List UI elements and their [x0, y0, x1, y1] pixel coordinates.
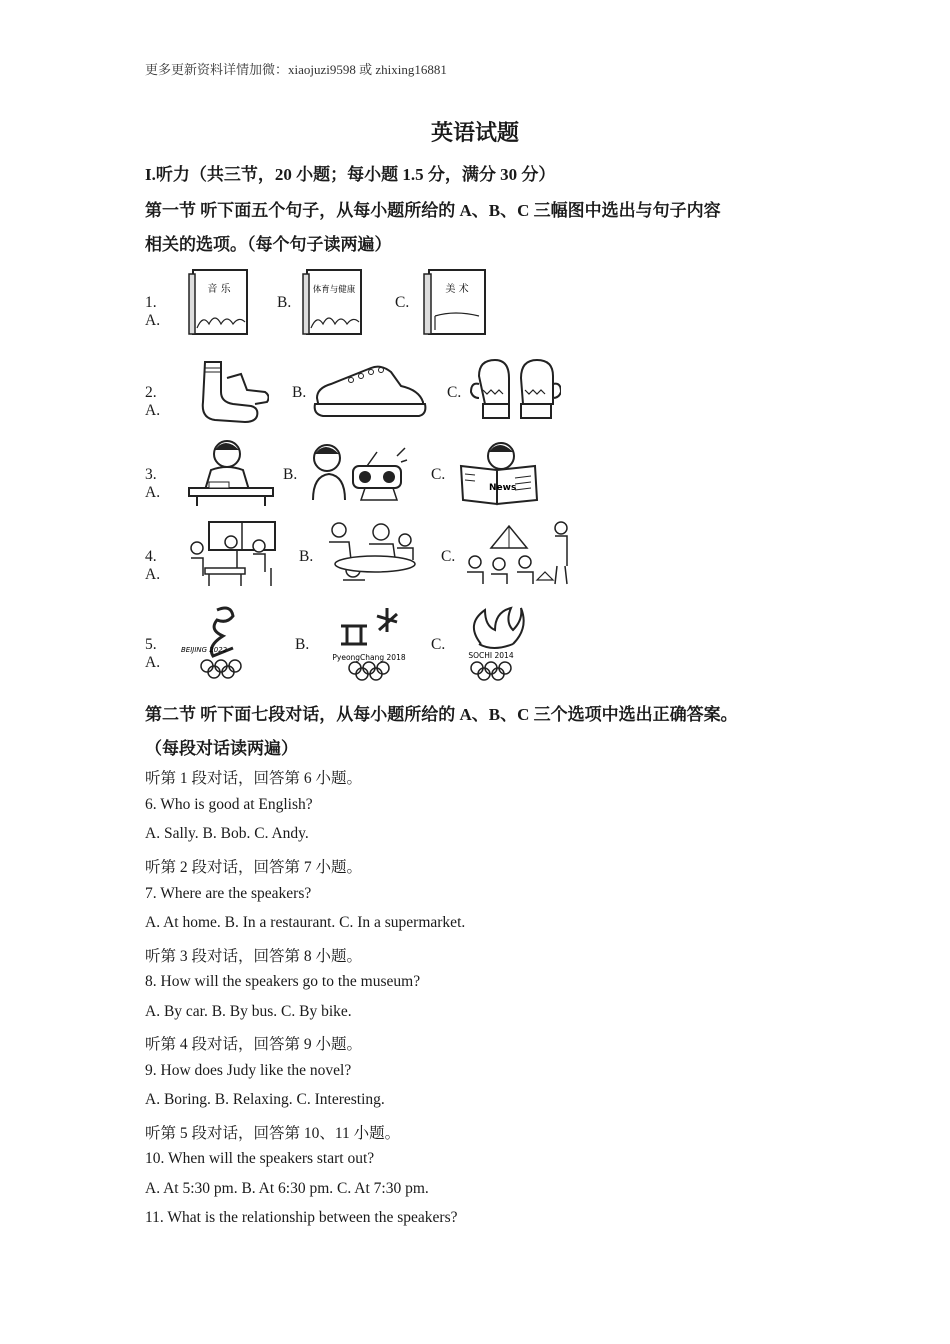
question-6-options: A. Sally. B. Bob. C. Andy. — [145, 825, 309, 842]
question-11: 11. What is the relationship between the speakers? — [145, 1209, 458, 1226]
dialogue-5-instruction: 听第 5 段对话，回答第 10、11 小题。 — [145, 1125, 401, 1142]
q5-option-a-label: 5. A. — [145, 636, 161, 671]
q1-book-c-text: 美 术 — [445, 284, 469, 295]
q1-music-book-image — [187, 266, 251, 338]
q1-art-book-image — [421, 266, 489, 338]
question-8-options: A. By car. B. By bus. C. By bike. — [145, 1003, 352, 1020]
q5-beijing-text: BEIJING 2022 — [181, 646, 228, 654]
question-9: 9. How does Judy like the novel? — [145, 1062, 352, 1079]
q1-book-b-text: 体育与健康 — [312, 285, 356, 295]
q2-socks-image — [183, 358, 269, 424]
question-10: 10. When will the speakers start out? — [145, 1150, 375, 1167]
q3-boy-writing-image — [183, 436, 279, 508]
q4-camping-image — [463, 518, 575, 588]
q1-option-b-label: B. — [277, 294, 292, 311]
q4-option-b-label: B. — [299, 548, 314, 565]
question-8: 8. How will the speakers go to the museum? — [145, 973, 421, 990]
q2-option-b-label: B. — [292, 384, 307, 401]
q4-family-table-image — [319, 518, 423, 588]
question-7-options: A. At home. B. In a restaurant. C. In a supermarket. — [145, 914, 466, 931]
question-6: 6. Who is good at English? — [145, 796, 313, 813]
section1-heading-line2: 相关的选项。（每个句子读两遍） — [145, 235, 392, 254]
q5-pyeongchang-2018-emblem-image — [319, 604, 419, 682]
q3-boy-radio-image — [307, 438, 411, 506]
q3-option-b-label: B. — [283, 466, 298, 483]
q4-option-a-label: 4. A. — [145, 548, 161, 583]
q5-pyeongchang-text: PyeongChang 2018 — [332, 653, 406, 662]
q1-pe-health-book-image — [301, 266, 365, 338]
dialogue-4-instruction: 听第 4 段对话，回答第 9 小题。 — [145, 1036, 363, 1053]
q5-option-c-label: C. — [431, 636, 446, 653]
question-7: 7. Where are the speakers? — [145, 885, 312, 902]
dialogue-1-instruction: 听第 1 段对话，回答第 6 小题。 — [145, 770, 363, 787]
section1-heading-line1: 第一节 听下面五个句子，从每小题所给的 A、B、C 三幅图中选出与句子内容 — [145, 201, 721, 220]
q1-option-a-label: 1. A. — [145, 294, 161, 329]
q4-option-c-label: C. — [441, 548, 456, 565]
q2-sneaker-image — [311, 358, 429, 424]
section2-heading-line1: 第二节 听下面七段对话，从每小题所给的 A、B、C 三个选项中选出正确答案。 — [145, 705, 738, 724]
q5-beijing-2022-emblem-image — [177, 604, 273, 682]
question-9-options: A. Boring. B. Relaxing. C. Interesting. — [145, 1091, 385, 1108]
q1-book-a-text: 音 乐 — [207, 284, 231, 295]
section2-heading-line2: （每段对话读两遍） — [145, 739, 298, 758]
q5-sochi-2014-emblem-image — [461, 604, 525, 682]
q1-option-c-label: C. — [395, 294, 410, 311]
q5-sochi-text: SOCHI 2014 — [468, 651, 514, 660]
q4-classroom-image — [179, 518, 283, 588]
dialogue-3-instruction: 听第 3 段对话，回答第 8 小题。 — [145, 948, 363, 965]
part1-heading: I.听力（共三节，20 小题；每小题 1.5 分，满分 30 分） — [145, 165, 556, 184]
q3-newspaper-text: News — [489, 483, 517, 493]
q5-option-b-label: B. — [295, 636, 310, 653]
question-10-options: A. At 5:30 pm. B. At 6:30 pm. C. At 7:30 pm. — [145, 1180, 429, 1197]
dialogue-2-instruction: 听第 2 段对话，回答第 7 小题。 — [145, 859, 363, 876]
q2-mittens-image — [469, 356, 561, 424]
q2-option-a-label: 2. A. — [145, 384, 161, 419]
q3-option-c-label: C. — [431, 466, 446, 483]
header-note: 更多更新资料详情加微：xiaojuzi9598 或 zhixing16881 — [145, 62, 447, 77]
q3-boy-newspaper-image — [457, 438, 541, 508]
page-title: 英语试题 — [430, 120, 519, 145]
q3-option-a-label: 3. A. — [145, 466, 161, 501]
q2-option-c-label: C. — [447, 384, 462, 401]
